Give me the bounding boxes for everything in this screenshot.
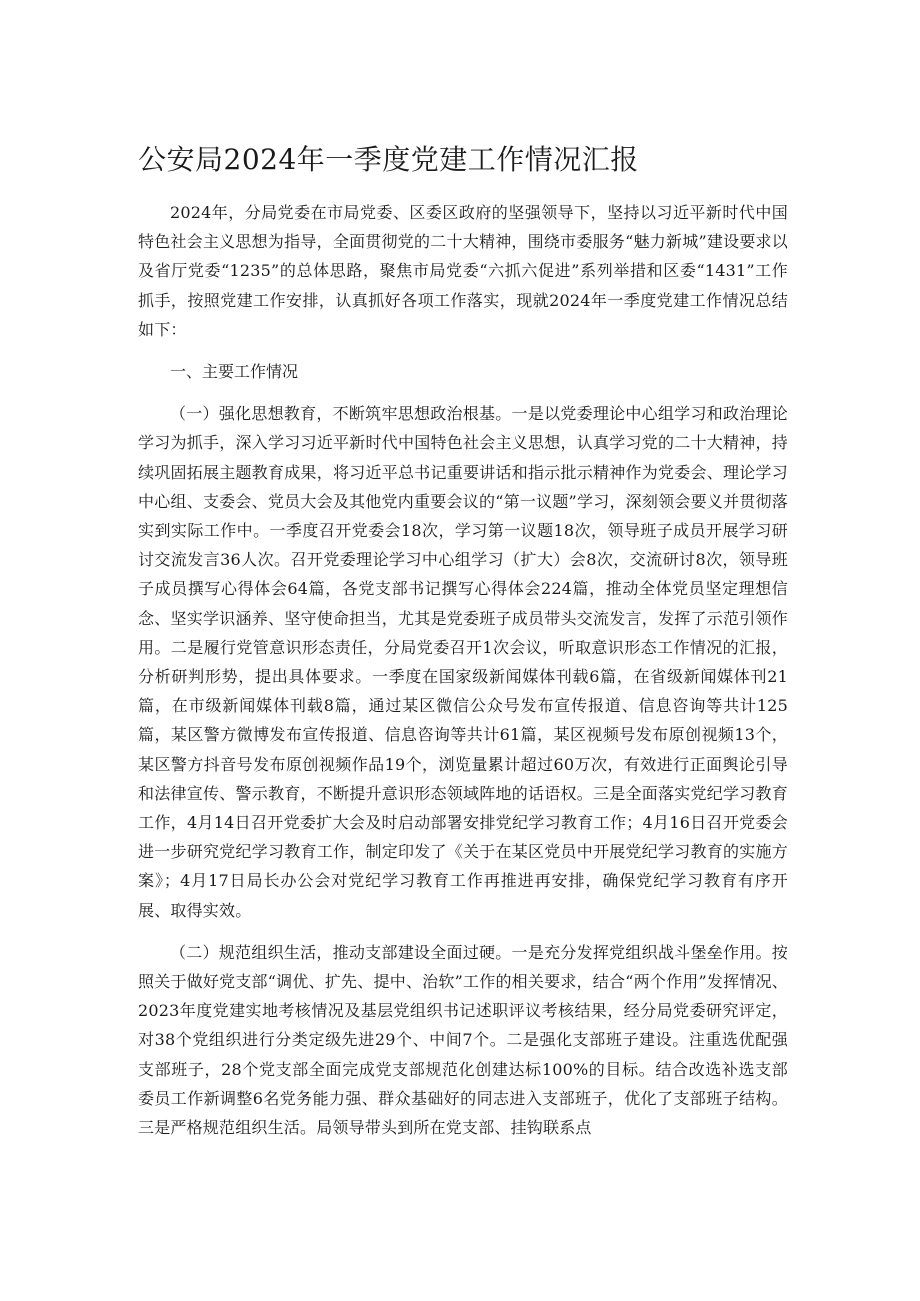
section-heading: 一、主要工作情况	[170, 362, 299, 382]
document-title: 公安局2024年一季度党建工作情况汇报	[138, 143, 639, 176]
document-body	[138, 198, 788, 1142]
intro-paragraph: 2024年，分局党委在市局党委、区委区政府的坚强领导下，坚持以习近平新时代中国特色社会主义思想为指导，全面贯彻党的二十大精神，围绕市委服务“魅力新城”建设要求以及省厅党委“1235”的总体思路，聚焦市局党委“六抓六促进”系列举措和区委“1431”工作抓手，按照党建工作安排，认真抓好各项工作落实，现就2024年一季度党建工作情况总结如下：	[138, 203, 788, 339]
paragraph-thought-education: （一）强化思想教育，不断筑牢思想政治根基。一是以党委理论中心组学习和政治理论学习为抓手，深入学习习近平新时代中国特色社会主义思想，认真学习党的二十大精神，持续巩固拓展主题教育成果，将习近平总书记重要讲话和指示批示精神作为党委会、理论学习中心组、支委会、党员大会及其他党内重要会议的“第一议题”学习，深刻领会要义并贯彻落实到实际工作中。一季度召开党委会18次，学习第一议题18次，领导班子成员开展学习研讨交流发言36人次。召开党委理论学习中心组学习（扩大）会8次，交流研讨8次，领导班子成员撰写心得体会64篇，各党支部书记撰写心得体会224篇，推动全体党员坚定理想信念、坚实学识涵养、坚守使命担当，尤其是党委班子成员带头交流发言，发挥了示范引领作用。二是履行党管意识形态责任，分局党委召开1次会议，听取意识形态工作情况的汇报，分析研判形势，提出具体要求。一季度在国家级新闻媒体刊载6篇，在省级新闻媒体刊21篇，在市级新闻媒体刊载8篇，通过某区微信公众号发布宣传报道、信息咨询等共计125篇，某区警方微博发布宣传报道、信息咨询等共计61篇，某区视频号发布原创视频13个，某区警方抖音号发布原创视频作品19个，浏览量累计超过60万次，有效进行正面舆论引导和法律宣传、警示教育，不断提升意识形态领域阵地的话语权。三是全面落实党纪学习教育工作，4月14日召开党委扩大会及时启动部署安排党纪学习教育工作；4月16日召开党委会进一步研究党纪学习教育工作，制定印发了《关于在某区党员中开展党纪学习教育的实施方案》；4月17日局长办公会对党纪学习教育工作再推进再安排，确保党纪学习教育有序开展、取得实效。	[138, 404, 788, 920]
paragraph-organization-life: （二）规范组织生活，推动支部建设全面过硬。一是充分发挥党组织战斗堡垒作用。按照关于做好党支部“调优、扩先、提中、治软”工作的相关要求，结合“两个作用”发挥情况、2023年度党建实地考核情况及基层党组织书记述职评议考核结果，经分局党委研究评定，对38个党组织进行分类定级先进29个、中间7个。二是强化支部班子建设。注重选优配强支部班子，28个党支部全面完成党支部规范化创建达标100%的目标。结合改选补选支部委员工作新调整6名党务能力强、群众基础好的同志进入支部班子，优化了支部班子结构。三是严格规范组织生活。局领导带头到所在党支部、挂钩联系点	[138, 942, 788, 1138]
